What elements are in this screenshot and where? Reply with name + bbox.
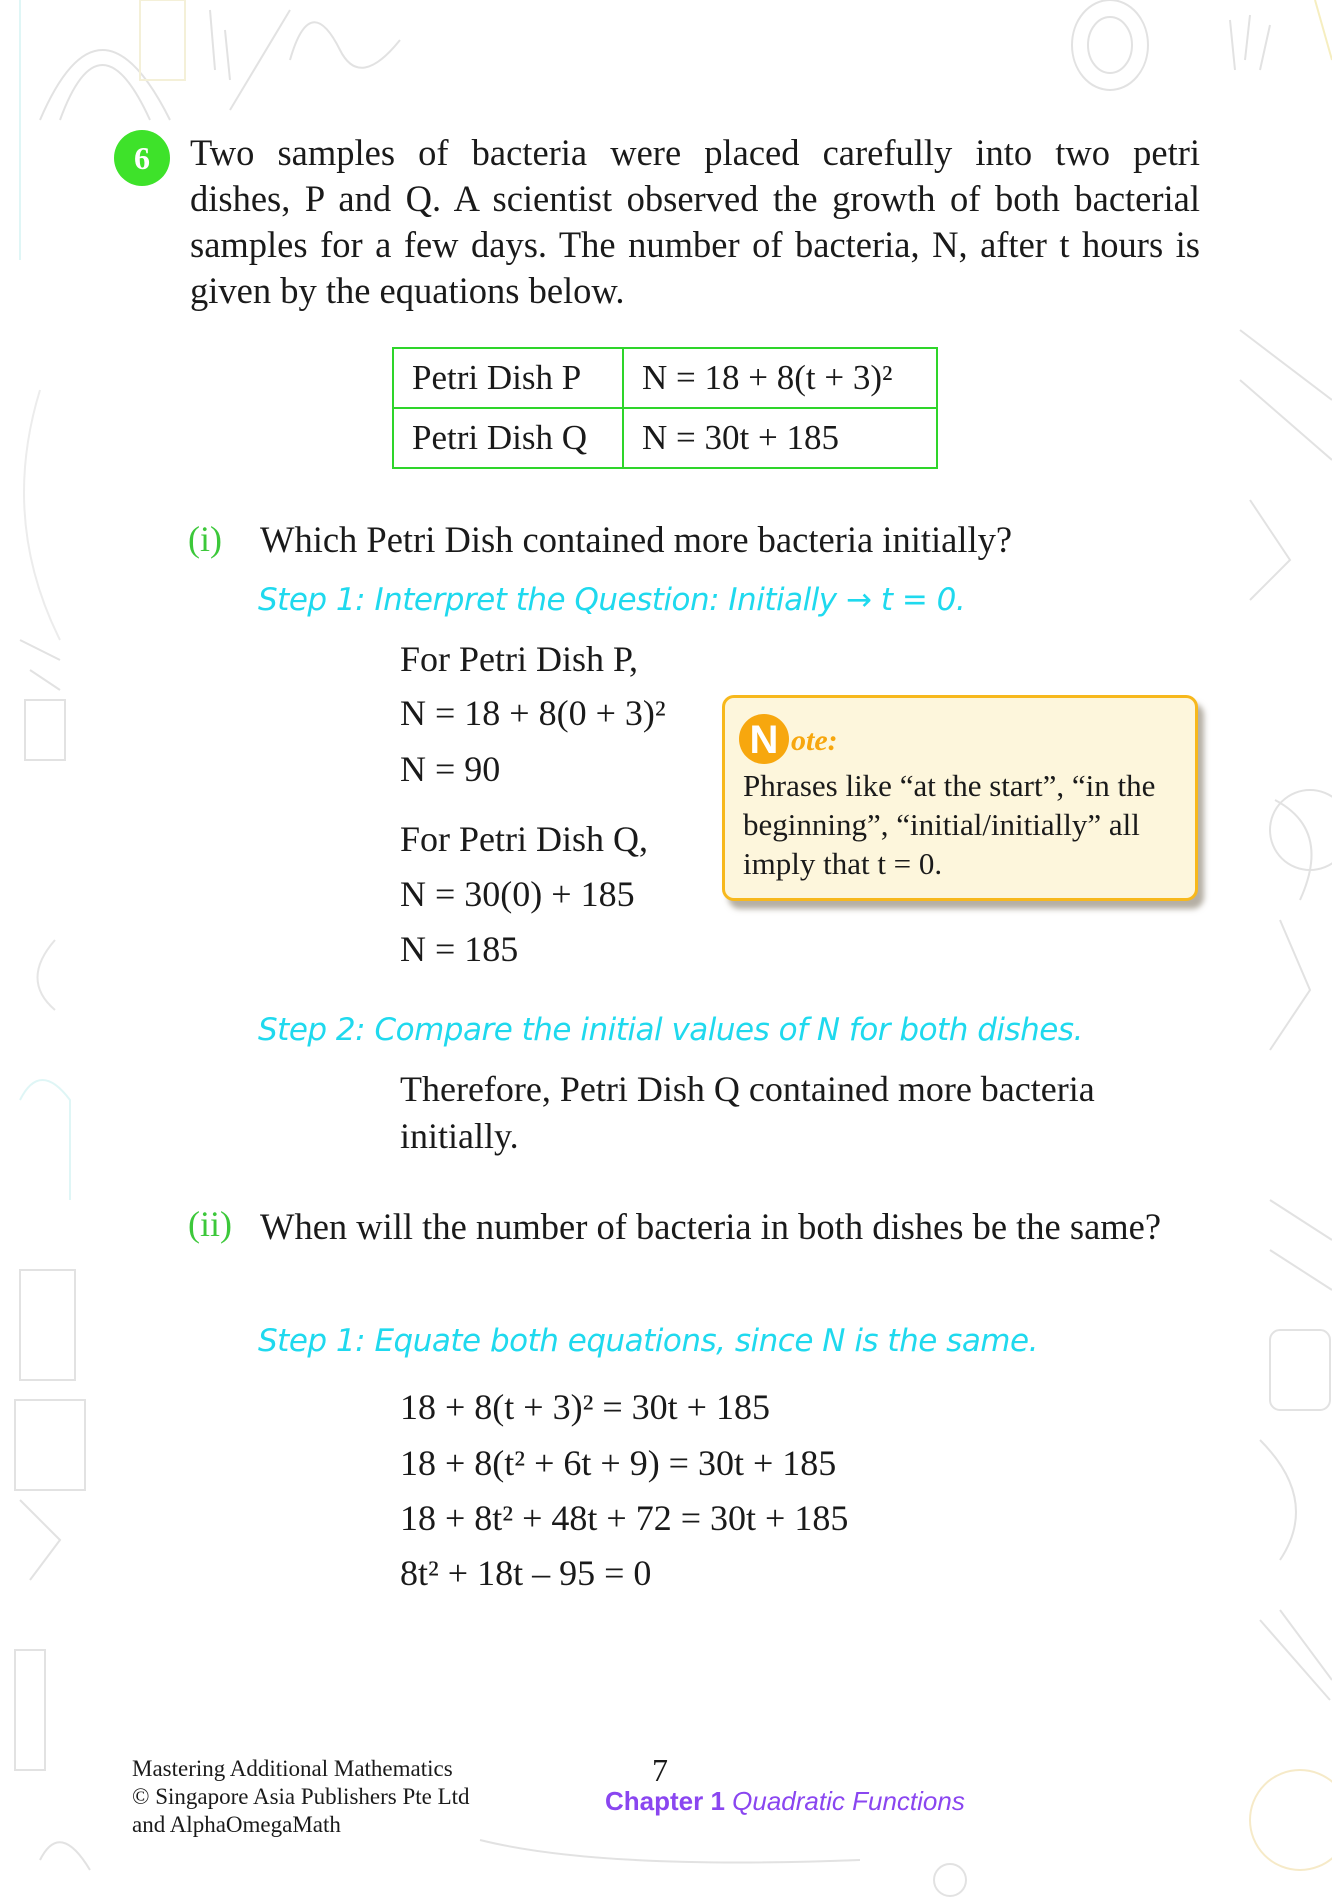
step-label: Step 2: [258,1012,366,1048]
step-text: Interpret the Question: Initially → t = 0. [374,582,966,618]
chapter-name: Quadratic Functions [732,1786,965,1816]
equation-line: 18 + 8t² + 48t + 72 = 30t + 185 [400,1498,849,1538]
equation-line: 8t² + 18t – 95 = 0 [400,1553,652,1593]
note-n-icon: N [739,714,789,764]
paragraph-line: dishes, P and Q. A scientist observed the growth of both bacterial [190,178,1200,219]
table-cell-label: Petri Dish Q [393,408,623,468]
working-line: N = 18 + 8(0 + 3)² [400,693,666,733]
paragraph-line: given by the equations below. [190,270,625,311]
working-line: For Petri Dish P, [400,639,639,679]
footer-book-info [132,1755,470,1839]
note-title: ote: [791,724,838,757]
chapter-title [605,1786,965,1817]
question-paragraph [190,130,1200,314]
footer-line: and AlphaOmegaMath [132,1812,341,1837]
footer-line: © Singapore Asia Publishers Pte Ltd [132,1784,470,1809]
page-number: 7 [652,1752,668,1788]
table-row [393,408,937,468]
part-ii-step1 [258,1323,1038,1359]
working-line: N = 185 [400,929,519,969]
table-cell-equation: N = 30t + 185 [623,408,937,468]
working-line: N = 90 [400,749,501,789]
part-ii-question: When will the number of bacteria in both dishes be the same? [260,1206,1162,1247]
equation-line: 18 + 8(t + 3)² = 30t + 185 [400,1387,770,1427]
question-number-badge: 6 [114,130,170,186]
table-row [393,348,937,408]
step-text: Equate both equations, since N is the same. [374,1323,1038,1359]
equation-line: 18 + 8(t² + 6t + 9) = 30t + 185 [400,1443,837,1483]
part-i-conclusion: Therefore, Petri Dish Q contained more bacteria initially. [400,1069,1095,1156]
part-i-step1 [258,582,965,618]
equations-table [392,347,938,469]
step-label: Step 1: [258,582,366,618]
paragraph-line: samples for a few days. The number of bacteria, N, after t hours is [190,224,1200,265]
working-line: For Petri Dish Q, [400,819,649,859]
paragraph-line: Two samples of bacteria were placed carefully into two petri [190,132,1200,173]
note-text: Phrases like “at the start”, “in the beginning”, “initial/initially” all imply that t = 0. [743,768,1156,881]
table-cell-label: Petri Dish P [393,348,623,408]
chapter-label: Chapter 1 [605,1786,725,1816]
part-ii-label: (ii) [188,1204,232,1244]
part-i-question: Which Petri Dish contained more bacteria initially? [260,519,1013,560]
part-i-label: (i) [188,519,222,559]
working-line: N = 30(0) + 185 [400,874,635,914]
note-box [722,695,1198,901]
part-i-step2 [258,1012,1083,1048]
step-label: Step 1: [258,1323,366,1359]
footer-line: Mastering Additional Mathematics [132,1756,453,1781]
step-text: Compare the initial values of N for both dishes. [374,1012,1083,1048]
table-cell-equation: N = 18 + 8(t + 3)² [623,348,937,408]
